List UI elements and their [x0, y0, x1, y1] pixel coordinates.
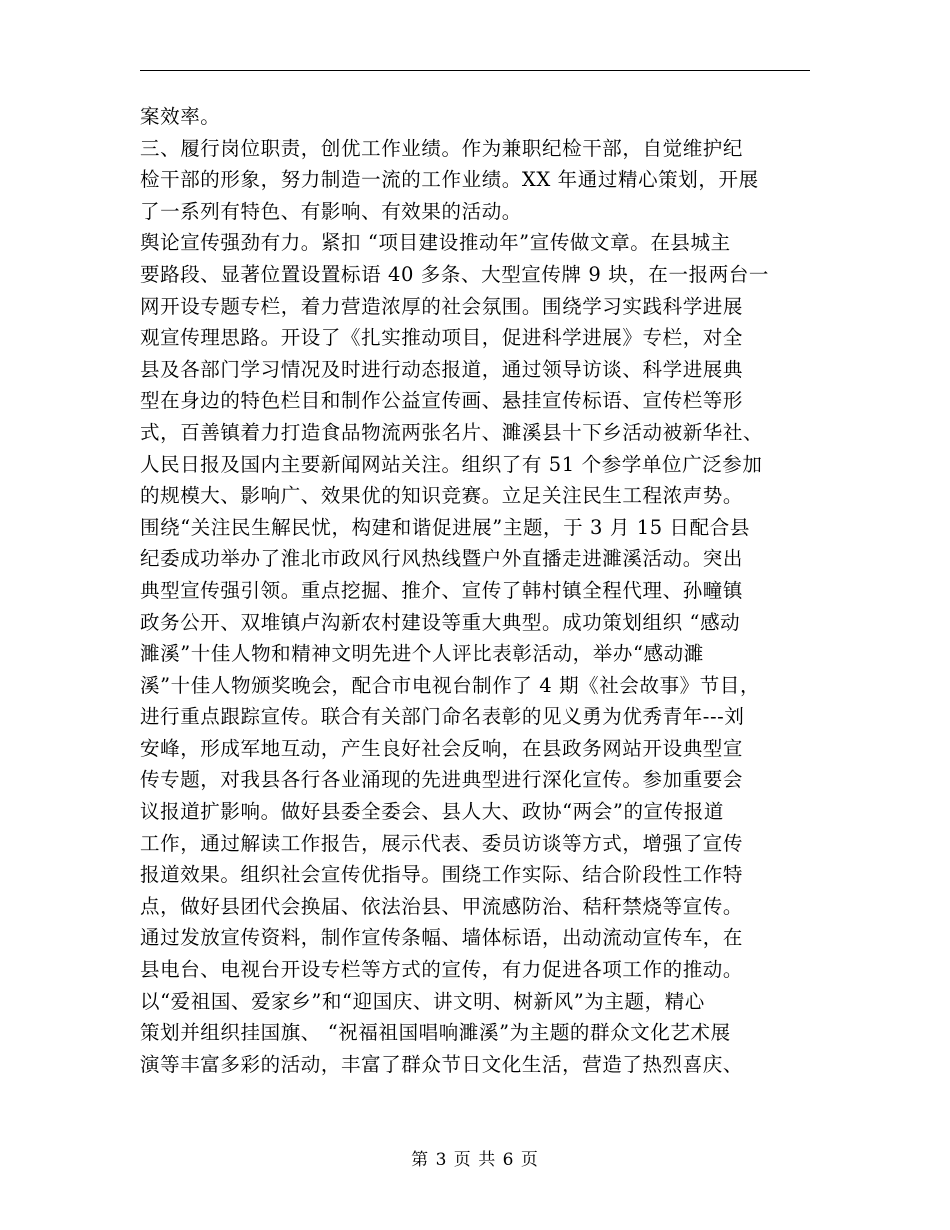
body-line: 要路段、显著位置设置标语 40 多条、大型宣传牌 9 块，在一报两台一 [140, 262, 770, 286]
body-line: 县电台、电视台开设专栏等方式的宣传，有力促进各项工作的推动。 [140, 958, 744, 982]
body-line: 网开设专题专栏，着力营造浓厚的社会氛围。围绕学习实践科学进展 [140, 294, 744, 318]
page-footer: 第 3 页 共 6 页 [411, 1150, 539, 1170]
body-line: 纪委成功举办了淮北市政风行风热线暨户外直播走进濉溪活动。突出 [140, 547, 744, 571]
body-line: 人民日报及国内主要新闻网站关注。组织了有 51 个参学单位广泛参加 [140, 452, 763, 476]
document-body [140, 101, 810, 1080]
header-rule [140, 70, 810, 71]
body-line: 通过发放宣传资料，制作宣传条幅、墙体标语，出动流动宣传车，在 [140, 926, 744, 950]
body-line: 三、履行岗位职责，创优工作业绩。作为兼职纪检干部，自觉维护纪 [140, 136, 744, 160]
body-line: 议报道扩影响。做好县委全委会、县人大、政协“两会”的宣传报道 [140, 800, 724, 824]
body-line: 舆论宣传强劲有力。紧扣 “项目建设推动年”宣传做文章。在县城主 [140, 231, 731, 255]
body-line: 了一系列有特色、有影响、有效果的活动。 [140, 199, 522, 223]
body-line: 点，做好县团代会换届、依法治县、甲流感防治、秸秆禁烧等宣传。 [140, 894, 744, 918]
body-line: 演等丰富多彩的活动，丰富了群众节日文化生活，营造了热烈喜庆、 [140, 1052, 744, 1076]
body-line: 策划并组织挂国旗、 “祝福祖国唱响濉溪”为主题的群众文化艺术展 [140, 1021, 731, 1045]
body-line: 以“爱祖国、爱家乡”和“迎国庆、讲文明、树新风”为主题，精心 [140, 989, 705, 1013]
body-line: 型在身边的特色栏目和制作公益宣传画、悬挂宣传标语、宣传栏等形 [140, 389, 744, 413]
body-line: 检干部的形象，努力制造一流的工作业绩。XX 年通过精心策划，开展 [140, 168, 759, 192]
body-line: 工作，通过解读工作报告，展示代表、委员访谈等方式，增强了宣传 [140, 831, 744, 855]
body-line: 观宣传理思路。开设了《扎实推动项目，促进科学进展》专栏，对全 [140, 326, 744, 350]
body-line: 案效率。 [140, 105, 221, 128]
body-line: 围绕“关注民生解民忧，构建和谐促进展”主题，于 3 月 15 日配合县 [140, 515, 750, 539]
body-line: 濉溪”十佳人物和精神文明先进个人评比表彰活动，举办“感动濉 [140, 642, 704, 666]
body-line: 县及各部门学习情况及时进行动态报道，通过领导访谈、科学进展典 [140, 357, 744, 381]
body-line: 报道效果。组织社会宣传优指导。围绕工作实际、结合阶段性工作特 [140, 863, 744, 887]
body-line: 的规模大、影响广、效果优的知识竞赛。立足关注民生工程浓声势。 [140, 484, 744, 508]
body-line: 进行重点跟踪宣传。联合有关部门命名表彰的见义勇为优秀青年---刘 [140, 705, 745, 729]
body-line: 典型宣传强引领。重点挖掘、推介、宣传了韩村镇全程代理、孙疃镇 [140, 578, 744, 602]
body-line: 传专题，对我县各行各业涌现的先进典型进行深化宣传。参加重要会 [140, 768, 744, 792]
body-line: 式，百善镇着力打造食品物流两张名片、濉溪县十下乡活动被新华社、 [140, 420, 764, 444]
body-line: 安峰，形成军地互动，产生良好社会反响，在县政务网站开设典型宣 [140, 736, 744, 760]
body-line: 溪”十佳人物颁奖晚会，配合市电视台制作了 4 期《社会故事》节目， [140, 673, 761, 697]
body-line: 政务公开、双堆镇卢沟新农村建设等重大典型。成功策划组织 “感动 [140, 610, 741, 634]
